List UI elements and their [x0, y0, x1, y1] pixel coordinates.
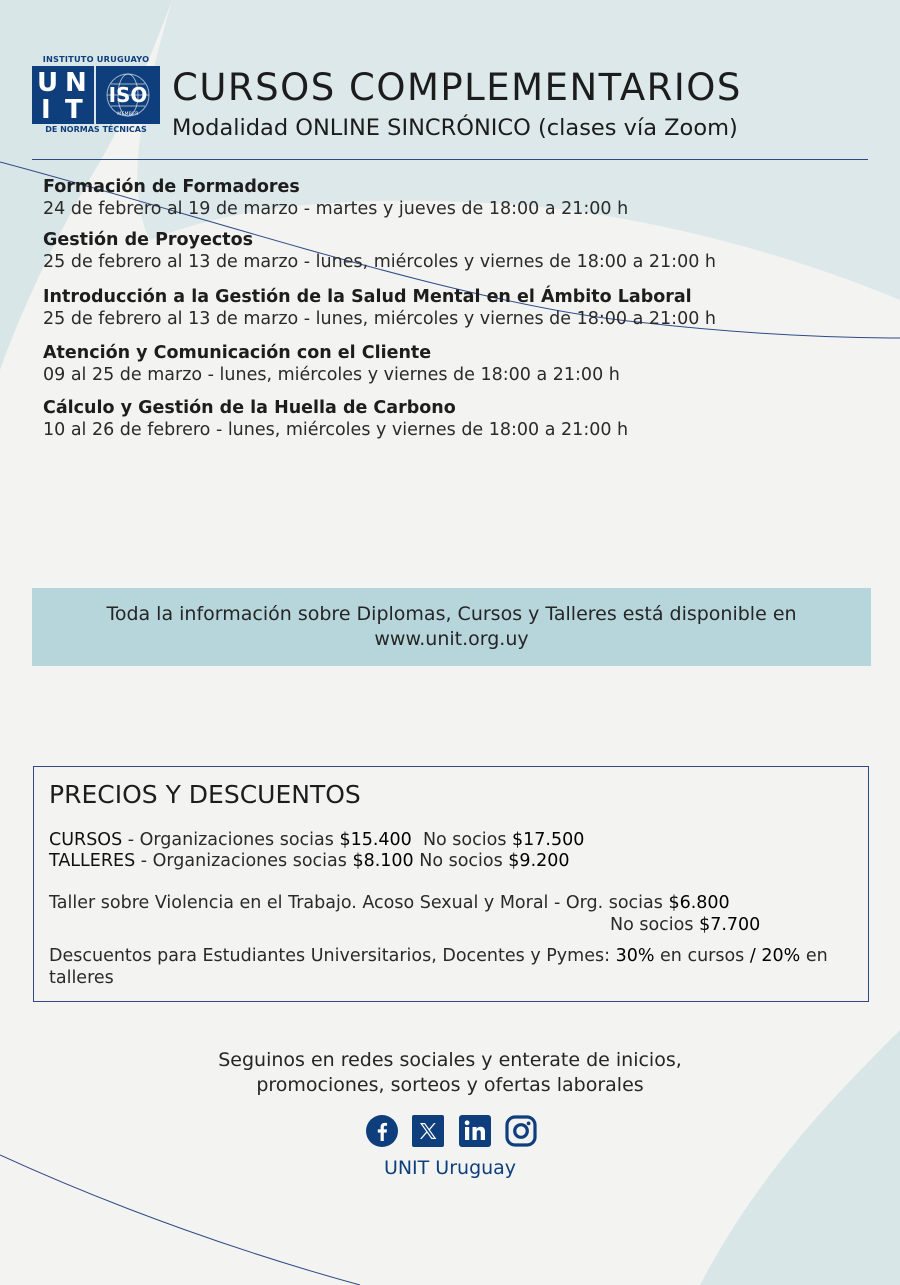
course-item [43, 397, 628, 441]
violencia-nosocios-line [610, 914, 760, 936]
cursos-socias-price: $15.400 [339, 830, 412, 850]
website-link[interactable]: www.unit.org.uy [374, 628, 529, 650]
logo-letter-t: T [65, 95, 83, 125]
info-text: Toda la información sobre Diplomas, Cursos y Talleres está disponible en [106, 603, 797, 625]
cursos-nosocios-price: $17.500 [512, 830, 585, 850]
prices-box [33, 766, 869, 1002]
logo-letter-i: I [41, 95, 51, 125]
facebook-icon[interactable] [365, 1114, 399, 1148]
course-dates: 10 al 26 de febrero - lunes, miércoles y viernes de 18:00 a 21:00 h [43, 420, 629, 440]
course-item [43, 176, 628, 220]
course-name: Cálculo y Gestión de la Huella de Carbono [43, 398, 456, 418]
unit-iso-logo [32, 54, 160, 136]
course-name: Atención y Comunicación con el Cliente [43, 343, 432, 363]
course-dates: 25 de febrero al 13 de marzo - lunes, miércoles y viernes de 18:00 a 21:00 h [43, 309, 716, 329]
talleres-separator: - Organizaciones socias [135, 851, 353, 871]
talleres-nosocios-price: $9.200 [508, 851, 570, 871]
talleres-nosocios-label: No socios [413, 851, 509, 871]
logo-bottom-text: DE NORMAS TÉCNICAS [45, 125, 147, 134]
page-title: CURSOS COMPLEMENTARIOS [172, 66, 742, 109]
social-invite [0, 1048, 900, 1098]
logo-letter-u: U [37, 68, 59, 98]
descuentos-text-block [49, 945, 861, 989]
course-item [43, 286, 716, 330]
info-banner [32, 588, 871, 666]
talleres-label: TALLERES [49, 851, 136, 871]
iso-text: ISO [108, 83, 148, 107]
course-item [43, 229, 716, 273]
talleres-socias-price: $8.100 [352, 851, 414, 871]
page-subtitle: Modalidad ONLINE SINCRÓNICO (clases vía Zoom) [172, 115, 738, 141]
talleres-price-line [49, 850, 570, 872]
violencia-nosocios-price: $7.700 [699, 915, 761, 935]
social-icons [365, 1114, 540, 1152]
cursos-label: CURSOS [49, 830, 123, 850]
instagram-icon[interactable] [504, 1114, 538, 1148]
descuentos-cursos-pct: 30% [615, 946, 655, 966]
descuentos-slash: / [749, 946, 756, 966]
header-divider [32, 159, 868, 160]
descuentos-talleres-pct: 20% [755, 946, 801, 966]
cursos-nosocios-label: No socios [411, 830, 512, 850]
descuentos-cursos-text: en cursos [654, 946, 750, 966]
descuentos-text: Descuentos para Estudiantes Universitarios, Docentes y Pymes: [49, 946, 616, 966]
violencia-price-line [49, 892, 730, 914]
course-name: Formación de Formadores [43, 177, 300, 197]
social-handle[interactable]: UNIT Uruguay [383, 1157, 517, 1179]
social-line-1: Seguinos en redes sociales y enterate de inicios, [218, 1049, 682, 1071]
iso-block [96, 66, 160, 124]
member-text: MEMBER [117, 112, 139, 117]
prices-title: PRECIOS Y DESCUENTOS [49, 780, 361, 809]
unit-letters-block [32, 66, 94, 124]
social-line-2: promociones, sorteos y ofertas laborales [256, 1074, 644, 1096]
course-dates: 09 al 25 de marzo - lunes, miércoles y viernes de 18:00 a 21:00 h [43, 365, 620, 385]
course-dates: 24 de febrero al 19 de marzo - martes y jueves de 18:00 a 21:00 h [43, 199, 629, 219]
course-item [43, 342, 620, 386]
linkedin-icon[interactable] [458, 1114, 492, 1148]
violencia-socias-price: $6.800 [668, 893, 730, 913]
course-name: Gestión de Proyectos [43, 230, 254, 250]
cursos-price-line [49, 829, 584, 851]
course-name: Introducción a la Gestión de la Salud Mental en el Ámbito Laboral [43, 287, 692, 307]
course-dates: 25 de febrero al 13 de marzo - lunes, miércoles y viernes de 18:00 a 21:00 h [43, 252, 716, 272]
violencia-text: Taller sobre Violencia en el Trabajo. Acoso Sexual y Moral - Org. socias [49, 893, 669, 913]
violencia-nosocios-label: No socios [610, 915, 700, 935]
logo-letter-n: N [65, 68, 87, 98]
cursos-separator: - Organizaciones socias [122, 830, 340, 850]
x-icon[interactable] [411, 1114, 445, 1148]
descuentos-talleres-text: en talleres [49, 946, 828, 988]
logo-top-text: INSTITUTO URUGUAYO [42, 54, 150, 64]
